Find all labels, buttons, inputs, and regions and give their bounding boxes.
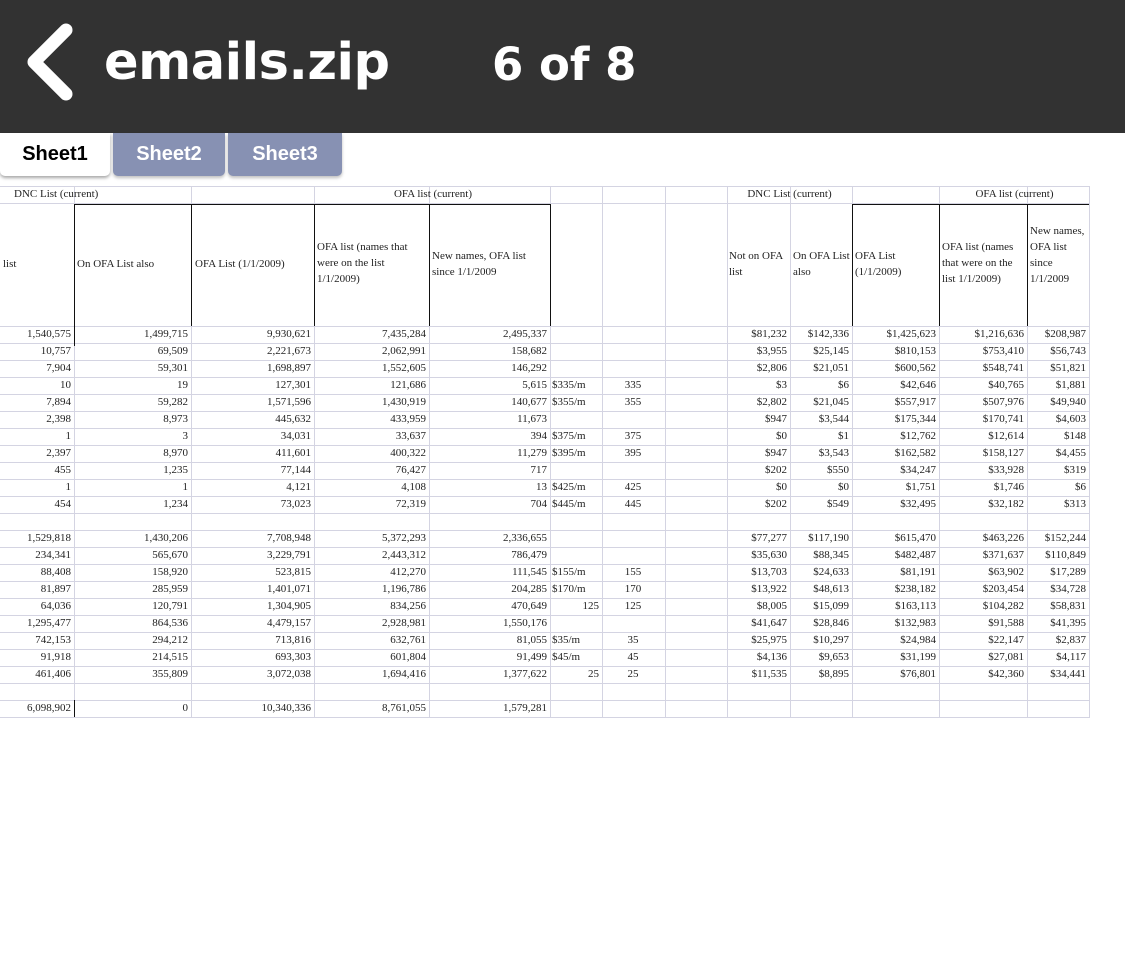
table-cell[interactable]: 742,153 (35, 634, 71, 646)
table-cell[interactable]: $1 (838, 430, 849, 442)
table-cell[interactable]: $34,728 (1050, 583, 1086, 595)
table-cell[interactable]: 2,928,981 (382, 617, 426, 629)
table-cell[interactable]: 72,319 (395, 498, 426, 510)
table-cell[interactable]: 77,144 (280, 464, 311, 476)
table-cell[interactable]: 632,761 (390, 634, 426, 646)
back-button[interactable] (18, 22, 82, 102)
table-cell[interactable]: $0 (776, 430, 787, 442)
group-header-dnc-right: DNC List (current) (747, 188, 832, 200)
table-cell[interactable]: 8,761,055 (382, 702, 426, 714)
table-cell[interactable]: 76,427 (395, 464, 426, 476)
table-cell[interactable]: 693,303 (275, 651, 311, 663)
table-cell[interactable]: 704 (530, 498, 547, 510)
table-cell[interactable]: $77,277 (751, 532, 787, 544)
table-cell[interactable]: $2,806 (756, 362, 787, 374)
table-cell[interactable]: $81,191 (900, 566, 936, 578)
table-cell[interactable]: 355,809 (152, 668, 188, 680)
table-cell[interactable]: $104,282 (982, 600, 1024, 612)
table-cell[interactable]: $753,410 (982, 345, 1024, 357)
table-cell[interactable]: 13 (536, 481, 547, 493)
table-cell[interactable]: 425 (624, 481, 642, 493)
table-cell[interactable]: $10,297 (813, 634, 849, 646)
table-cell[interactable]: $548,741 (982, 362, 1024, 374)
header-list: list (3, 258, 17, 270)
table-cell[interactable]: 433,959 (390, 413, 426, 425)
table-cell[interactable]: $41,647 (751, 617, 787, 629)
header-ofa-names-on-list-right: OFA list (names that were on the list 1/1/2009) (942, 241, 1014, 285)
header-new-names: New names, OFA list since 1/1/2009 (432, 250, 526, 278)
table-cell[interactable]: 565,670 (152, 549, 188, 561)
sheet-tab-bar (0, 133, 1125, 183)
table-cell[interactable]: $4,136 (756, 651, 787, 663)
table-cell[interactable]: 11,279 (517, 447, 547, 459)
table-cell[interactable]: 713,816 (275, 634, 311, 646)
table-cell[interactable]: $1,751 (905, 481, 936, 493)
table-cell[interactable]: 1,499,715 (144, 328, 188, 340)
group-header-dnc-left: DNC List (current) (14, 188, 99, 200)
table-cell[interactable]: $21,051 (813, 362, 849, 374)
table-cell[interactable]: 7,904 (46, 362, 71, 374)
table-cell[interactable]: $355/m (552, 396, 586, 408)
table-cell[interactable]: $51,821 (1050, 362, 1086, 374)
table-cell[interactable]: $3,955 (756, 345, 787, 357)
table-cell[interactable]: 2,495,337 (503, 328, 547, 340)
table-cell[interactable]: $3,544 (818, 413, 849, 425)
table-cell[interactable]: $375/m (552, 430, 586, 442)
table-cell[interactable]: 125 (624, 600, 642, 612)
table-cell[interactable]: $4,455 (1055, 447, 1086, 459)
table-cell[interactable]: $27,081 (988, 651, 1024, 663)
table-cell[interactable]: $155/m (552, 566, 586, 578)
table-cell[interactable]: $28,846 (813, 617, 849, 629)
table-cell[interactable]: 400,322 (390, 447, 426, 459)
table-cell[interactable]: $947 (765, 447, 787, 459)
table-cell[interactable]: 91,918 (40, 651, 71, 663)
table-cell[interactable]: 786,479 (511, 549, 547, 561)
table-cell[interactable]: $15,099 (813, 600, 849, 612)
table-cell[interactable]: 35 (627, 634, 639, 646)
table-cell[interactable]: $21,045 (813, 396, 849, 408)
table-cell[interactable]: $148 (1064, 430, 1086, 442)
table-cell[interactable]: 8,973 (163, 413, 188, 425)
table-cell[interactable]: 121,686 (390, 379, 426, 391)
table-cell[interactable]: 1,694,416 (382, 668, 426, 680)
table-cell[interactable]: 1,550,176 (503, 617, 547, 629)
table-cell[interactable]: $600,562 (894, 362, 936, 374)
table-cell[interactable]: 81,055 (516, 634, 547, 646)
tab-sheet3[interactable]: Sheet3 (228, 133, 342, 176)
table-cell[interactable]: $335/m (552, 379, 586, 391)
header-new-names-right: New names, OFA list since 1/1/2009 (1030, 225, 1085, 285)
table-cell[interactable]: $395/m (552, 447, 586, 459)
table-cell[interactable]: $1,881 (1055, 379, 1086, 391)
table-cell[interactable]: 285,959 (152, 583, 188, 595)
table-cell[interactable]: 1,196,786 (382, 583, 426, 595)
table-cell[interactable]: $371,637 (982, 549, 1024, 561)
table-cell[interactable]: 19 (177, 379, 188, 391)
table-cell[interactable]: $2,802 (756, 396, 787, 408)
table-cell[interactable]: 864,536 (152, 617, 188, 629)
table-cell[interactable]: 59,282 (157, 396, 188, 408)
table-cell[interactable]: 3,229,791 (267, 549, 311, 561)
table-cell[interactable]: 45 (627, 651, 639, 663)
table-cell[interactable]: 445,632 (275, 413, 311, 425)
table-cell[interactable]: $313 (1064, 498, 1086, 510)
table-cell[interactable]: 140,677 (511, 396, 547, 408)
table-cell[interactable]: 4,479,157 (267, 617, 311, 629)
tab-sheet2[interactable]: Sheet2 (113, 133, 225, 176)
table-cell[interactable]: 69,509 (157, 345, 188, 357)
table-cell[interactable]: $42,646 (900, 379, 936, 391)
table-cell[interactable]: $12,762 (900, 430, 936, 442)
table-cell[interactable]: 1,540,575 (27, 328, 71, 340)
table-cell[interactable]: $24,984 (900, 634, 936, 646)
table-cell[interactable]: 0 (182, 702, 188, 714)
header-not-on-ofa: Not on OFA list (729, 250, 783, 278)
table-cell[interactable]: $319 (1064, 464, 1086, 476)
table-cell[interactable]: $550 (827, 464, 849, 476)
table-cell[interactable]: $162,582 (894, 447, 936, 459)
table-cell[interactable]: 158,682 (511, 345, 547, 357)
table-cell[interactable]: $170,741 (982, 413, 1024, 425)
table-cell[interactable]: $482,487 (894, 549, 936, 561)
table-cell[interactable]: 127,301 (275, 379, 311, 391)
table-cell[interactable]: $24,633 (813, 566, 849, 578)
table-cell[interactable]: $615,470 (894, 532, 936, 544)
table-cell[interactable]: 2,221,673 (267, 345, 311, 357)
table-cell[interactable]: 394 (530, 430, 547, 442)
table-cell[interactable]: $88,345 (813, 549, 849, 561)
table-cell[interactable]: $4,603 (1055, 413, 1086, 425)
table-cell[interactable]: $12,614 (988, 430, 1024, 442)
table-cell[interactable]: 355 (624, 396, 642, 408)
table-cell[interactable]: 335 (624, 379, 642, 391)
table-cell[interactable]: 1 (65, 430, 71, 442)
table-cell[interactable]: $58,831 (1050, 600, 1086, 612)
table-cell[interactable]: 64,036 (40, 600, 71, 612)
page-counter: 6 of 8 (492, 38, 637, 91)
table-cell[interactable]: $22,147 (988, 634, 1024, 646)
table-cell[interactable]: 4,121 (286, 481, 311, 493)
table-cell[interactable]: 470,649 (511, 600, 547, 612)
table-cell[interactable]: 170 (624, 583, 642, 595)
table-cell[interactable]: $13,703 (751, 566, 787, 578)
table-cell[interactable]: 9,930,621 (267, 328, 311, 340)
table-cell[interactable]: $238,182 (894, 583, 936, 595)
table-cell[interactable]: $1,425,623 (886, 328, 936, 340)
table-cell[interactable]: $3,543 (818, 447, 849, 459)
table-cell[interactable]: $175,344 (894, 413, 936, 425)
table-cell[interactable]: 2,336,655 (503, 532, 547, 544)
table-cell[interactable]: $163,113 (895, 600, 936, 612)
chevron-left-icon (18, 22, 82, 102)
table-cell[interactable]: 34,031 (280, 430, 311, 442)
table-cell[interactable]: 601,804 (390, 651, 426, 663)
table-cell[interactable]: 412,270 (390, 566, 426, 578)
table-cell[interactable]: 111,545 (512, 566, 547, 578)
table-cell[interactable]: 2,397 (46, 447, 71, 459)
table-cell[interactable]: $158,127 (982, 447, 1024, 459)
table-cell[interactable]: $445/m (552, 498, 586, 510)
table-cell[interactable]: 1,430,206 (144, 532, 188, 544)
table-cell[interactable]: $1,746 (993, 481, 1024, 493)
table-cell[interactable]: 1,430,919 (382, 396, 426, 408)
table-cell[interactable]: $25,145 (813, 345, 849, 357)
table-cell[interactable]: 6,098,902 (27, 702, 71, 714)
table-cell[interactable]: $41,395 (1050, 617, 1086, 629)
table-cell[interactable]: $507,976 (982, 396, 1024, 408)
table-cell[interactable]: $35/m (552, 634, 581, 646)
table-cell[interactable]: $3 (776, 379, 787, 391)
table-cell[interactable]: $34,247 (900, 464, 936, 476)
table-cell[interactable]: 1,235 (163, 464, 188, 476)
group-header-ofa-right: OFA list (current) (975, 188, 1054, 200)
table-cell[interactable]: 155 (624, 566, 642, 578)
table-cell[interactable]: 2,398 (46, 413, 71, 425)
table-cell[interactable]: $25,975 (751, 634, 787, 646)
table-cell[interactable]: $202 (765, 498, 787, 510)
table-cell[interactable]: $6 (1075, 481, 1086, 493)
table-cell[interactable]: $142,336 (807, 328, 849, 340)
table-cell[interactable]: 294,212 (152, 634, 188, 646)
table-cell[interactable]: 7,435,284 (382, 328, 426, 340)
table-cell[interactable]: $117,190 (808, 532, 849, 544)
table-cell[interactable]: $33,928 (988, 464, 1024, 476)
table-cell[interactable]: $76,801 (900, 668, 936, 680)
header-ofa-list-2009: OFA List (1/1/2009) (195, 258, 285, 270)
table-cell[interactable]: 1,579,281 (503, 702, 547, 714)
table-cell[interactable]: 1,529,818 (27, 532, 71, 544)
table-cell[interactable]: $170/m (552, 583, 586, 595)
table-cell[interactable]: $11,535 (751, 668, 787, 680)
table-cell[interactable]: $202 (765, 464, 787, 476)
top-bar (0, 0, 1125, 133)
table-cell[interactable]: $557,917 (894, 396, 936, 408)
table-cell[interactable]: $110,849 (1045, 549, 1086, 561)
table-cell[interactable]: 25 (627, 668, 639, 680)
table-cell[interactable]: 1,698,897 (267, 362, 311, 374)
table-cell[interactable]: 1,295,477 (27, 617, 71, 629)
table-cell[interactable]: 3,072,038 (267, 668, 311, 680)
table-cell[interactable]: $6 (838, 379, 849, 391)
table-cell[interactable]: 454 (54, 498, 71, 510)
table-cell[interactable]: 158,920 (152, 566, 188, 578)
table-cell[interactable]: $1,216,636 (974, 328, 1024, 340)
table-cell[interactable]: 2,062,991 (382, 345, 426, 357)
table-cell[interactable]: $91,588 (988, 617, 1024, 629)
table-cell[interactable]: 717 (530, 464, 547, 476)
table-cell[interactable]: $463,226 (982, 532, 1024, 544)
table-cell[interactable]: $8,005 (756, 600, 787, 612)
table-cell[interactable]: 10,340,336 (261, 702, 311, 714)
table-cell[interactable]: 10,757 (40, 345, 71, 357)
table-cell[interactable]: 88,408 (40, 566, 71, 578)
table-cell[interactable]: 25 (588, 668, 599, 680)
group-header-ofa-left: OFA list (current) (393, 188, 472, 200)
table-cell[interactable]: $56,743 (1050, 345, 1086, 357)
table-cell[interactable]: $947 (765, 413, 787, 425)
table-cell[interactable]: 214,515 (152, 651, 188, 663)
table-cell[interactable]: 411,601 (275, 447, 311, 459)
table-cell[interactable]: 5,372,293 (382, 532, 426, 544)
table-cell[interactable]: 81,897 (40, 583, 71, 595)
table-cell[interactable]: $203,454 (982, 583, 1024, 595)
table-cell[interactable]: 395 (624, 447, 642, 459)
table-cell[interactable]: $2,837 (1055, 634, 1086, 646)
table-cell[interactable]: 3 (182, 430, 188, 442)
table-cell[interactable]: 1 (65, 481, 71, 493)
table-cell[interactable]: $35,630 (751, 549, 787, 561)
table-cell[interactable]: 125 (582, 600, 599, 612)
table-cell[interactable]: 1,552,605 (382, 362, 426, 374)
table-cell[interactable]: 8,970 (163, 447, 188, 459)
table-cell[interactable]: $31,199 (900, 651, 936, 663)
table-cell[interactable]: $32,182 (988, 498, 1024, 510)
table-cell[interactable]: $132,983 (894, 617, 936, 629)
table-cell[interactable]: $810,153 (894, 345, 936, 357)
table-cell[interactable]: 1,304,905 (267, 600, 311, 612)
table-cell[interactable]: 2,443,312 (382, 549, 426, 561)
table-cell[interactable]: $45/m (552, 651, 581, 663)
table-cell[interactable]: $42,360 (988, 668, 1024, 680)
header-on-ofa-also: On OFA List also (77, 258, 155, 270)
table-cell[interactable]: 59,301 (157, 362, 188, 374)
table-cell[interactable]: $49,940 (1050, 396, 1086, 408)
table-cell[interactable]: 204,285 (511, 583, 547, 595)
table-cell[interactable]: 5,615 (522, 379, 547, 391)
table-cell[interactable]: 120,791 (152, 600, 188, 612)
table-cell[interactable]: $17,289 (1050, 566, 1086, 578)
table-cell[interactable]: 7,894 (46, 396, 71, 408)
table-cell[interactable]: 461,406 (35, 668, 71, 680)
table-cell[interactable]: $32,495 (900, 498, 936, 510)
file-title: emails.zip (104, 33, 390, 92)
table-cell[interactable]: 73,023 (280, 498, 311, 510)
table-cell[interactable]: 455 (54, 464, 71, 476)
table-cell[interactable]: $48,613 (813, 583, 849, 595)
table-cell[interactable]: $4,117 (1056, 651, 1086, 663)
table-cell[interactable]: 375 (624, 430, 642, 442)
header-on-ofa-also-right: On OFA List also (793, 250, 850, 278)
table-cell[interactable]: 445 (624, 498, 642, 510)
table-cell[interactable]: 234,341 (35, 549, 71, 561)
table-cell[interactable]: 1,234 (163, 498, 188, 510)
table-cell[interactable]: $152,244 (1044, 532, 1086, 544)
table-cell[interactable]: 10 (60, 379, 71, 391)
table-cell[interactable]: 1,401,071 (267, 583, 311, 595)
table-cell[interactable]: $34,441 (1050, 668, 1086, 680)
table-cell[interactable]: $63,902 (988, 566, 1024, 578)
table-cell[interactable]: 91,499 (516, 651, 547, 663)
table-cell[interactable]: 4,108 (401, 481, 426, 493)
table-cell[interactable]: 1,377,622 (503, 668, 547, 680)
header-ofa-names-on-list: OFA list (names that were on the list 1/1/2009) (317, 241, 408, 285)
tab-sheet1[interactable]: Sheet1 (0, 133, 110, 176)
table-cell[interactable]: 33,637 (395, 430, 426, 442)
table-cell[interactable]: 11,673 (517, 413, 547, 425)
table-cell[interactable]: 1,571,596 (267, 396, 311, 408)
table-cell[interactable]: 523,815 (275, 566, 311, 578)
table-cell[interactable]: $13,922 (751, 583, 787, 595)
table-cell[interactable]: $8,895 (818, 668, 849, 680)
table-cell[interactable]: $549 (827, 498, 849, 510)
table-cell[interactable]: $0 (838, 481, 849, 493)
header-ofa-list-2009-right: OFA List (1/1/2009) (855, 250, 902, 278)
spreadsheet-grid[interactable] (0, 186, 1125, 726)
table-cell[interactable]: $9,653 (818, 651, 849, 663)
table-cell[interactable]: $40,765 (988, 379, 1024, 391)
table-cell[interactable]: 7,708,948 (267, 532, 311, 544)
table-cell[interactable]: 1 (182, 481, 188, 493)
table-cell[interactable]: $0 (776, 481, 787, 493)
table-cell[interactable]: $208,987 (1044, 328, 1086, 340)
table-cell[interactable]: $425/m (552, 481, 586, 493)
table-cell[interactable]: $81,232 (751, 328, 787, 340)
table-cell[interactable]: 834,256 (390, 600, 426, 612)
table-cell[interactable]: 146,292 (511, 362, 547, 374)
